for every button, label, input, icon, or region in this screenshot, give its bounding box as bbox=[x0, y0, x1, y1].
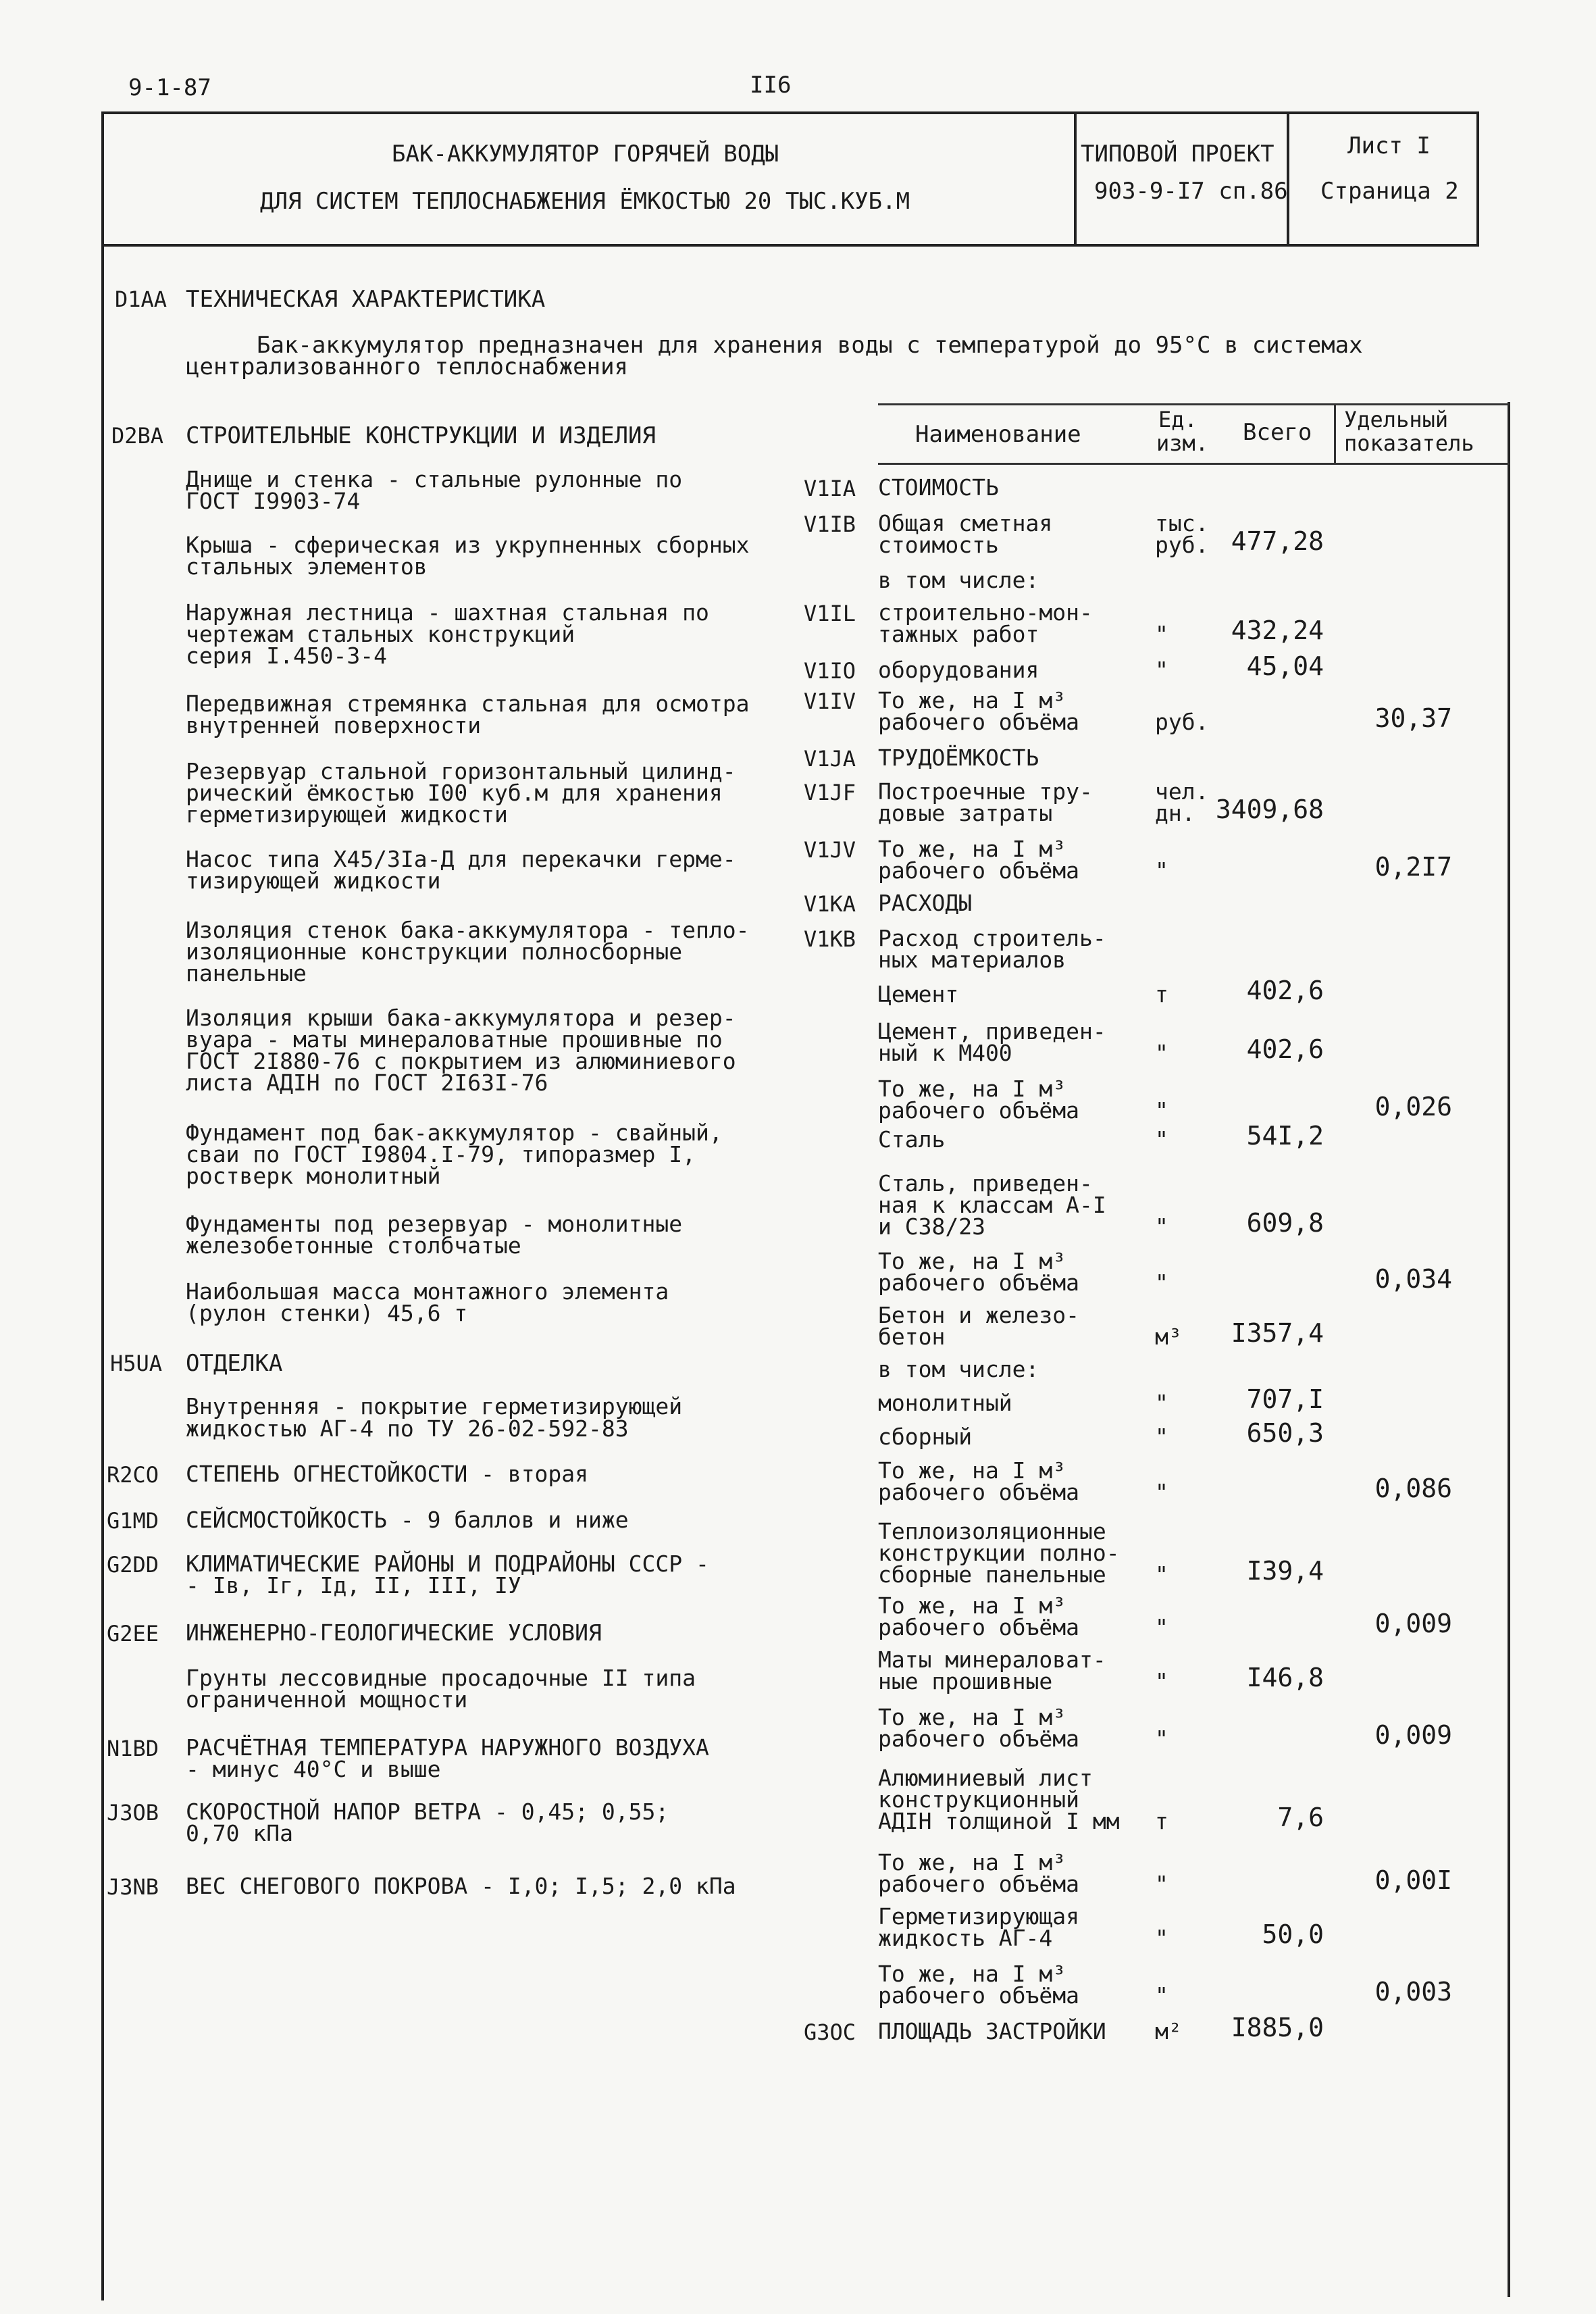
row-total: 50,0 bbox=[1262, 1919, 1324, 1949]
row-name-line: ный к М400 bbox=[878, 1040, 1012, 1066]
row-total: I885,0 bbox=[1231, 2013, 1324, 2042]
row-name-line: сборный bbox=[878, 1424, 973, 1450]
row-name-line: Сталь bbox=[878, 1126, 946, 1153]
title-line2: ДЛЯ СИСТЕМ ТЕПЛОСНАБЖЕНИЯ ЁМКОСТЬЮ 20 ТЫС.КУБ.М bbox=[260, 188, 910, 215]
title-line1: БАК-АККУМУЛЯТОР ГОРЯЧЕЙ ВОДЫ bbox=[392, 141, 779, 168]
row-total: 402,6 bbox=[1246, 976, 1324, 1005]
row-name-line: сборные панельные bbox=[878, 1561, 1106, 1588]
row-name-line: рабочего объёма bbox=[878, 1097, 1080, 1124]
page-label: Страница 2 bbox=[1320, 178, 1459, 205]
section-code: G2DD bbox=[107, 1552, 159, 1578]
row-code: V1IO bbox=[804, 658, 856, 684]
row-unit: т bbox=[1155, 1808, 1168, 1834]
row-code: V1IV bbox=[804, 688, 856, 714]
table-header-rule bbox=[878, 463, 1510, 465]
project-number: 903-9-I7 сп.86 bbox=[1094, 178, 1288, 205]
section-code: R2CO bbox=[107, 1462, 159, 1488]
construct-item-line: герметизирующей жидкости bbox=[186, 801, 508, 828]
construct-item-line: вуара - маты минераловатные прошивные по bbox=[186, 1026, 723, 1053]
row-name-line: ТРУДОЁМКОСТЬ bbox=[878, 745, 1039, 771]
row-unit: " bbox=[1155, 1982, 1168, 2009]
row-name-line: СТОИМОСТЬ bbox=[878, 474, 999, 501]
section-line: СКОРОСТНОЙ НАПОР ВЕТРА - 0,45; 0,55; bbox=[186, 1799, 669, 1825]
row-unit: " bbox=[1155, 1871, 1168, 1897]
row-name-line: ПЛОЩАДЬ ЗАСТРОЙКИ bbox=[878, 2018, 1106, 2044]
row-specific: 0,026 bbox=[1374, 1092, 1452, 1122]
construct-item-line: листа АДIН по ГОСТ 2I63I-76 bbox=[186, 1070, 548, 1096]
row-name-line: рабочего объёма bbox=[878, 857, 1080, 884]
section-code: G1MD bbox=[107, 1508, 159, 1534]
section-code: G2EE bbox=[107, 1621, 159, 1646]
left-rule bbox=[101, 247, 104, 2300]
section-code: H5UA bbox=[110, 1351, 163, 1376]
row-name-line: Общая сметная bbox=[878, 510, 1053, 536]
row-name-line: Сталь, приведен- bbox=[878, 1170, 1093, 1197]
row-code: V1KB bbox=[804, 926, 856, 952]
row-name-line: рабочего объёма bbox=[878, 1614, 1080, 1640]
row-name-line: довые затраты bbox=[878, 800, 1053, 826]
construct-item-line: Наружная лестница - шахтная стальная по bbox=[186, 599, 709, 626]
header-specific: Удельный bbox=[1344, 407, 1449, 432]
section-line: - Iв, Iг, Iд, II, III, IУ bbox=[186, 1572, 521, 1599]
construct-item-line: Фундаменты под резервуар - монолитные bbox=[186, 1211, 683, 1237]
row-name-line: ных материалов bbox=[878, 947, 1066, 973]
row-code: G3OC bbox=[804, 2019, 856, 2045]
row-name-line: Цемент bbox=[878, 981, 959, 1007]
page-number: II6 bbox=[750, 72, 792, 99]
row-name-line: рабочего объёма bbox=[878, 1871, 1080, 1897]
row-name-line: То же, на I м³ bbox=[878, 1704, 1066, 1730]
row-name-line: Герметизирующая bbox=[878, 1903, 1080, 1930]
row-code: V1JV bbox=[804, 837, 856, 863]
row-unit: " bbox=[1155, 657, 1168, 683]
construct-item-line: железобетонные столбчатые bbox=[186, 1232, 521, 1259]
row-unit: руб. bbox=[1155, 532, 1209, 558]
doc-code: 9-1-87 bbox=[128, 74, 211, 101]
row-unit: " bbox=[1155, 1424, 1168, 1450]
construct-item-line: чертежам стальных конструкций bbox=[186, 621, 575, 647]
construct-item-line: Передвижная стремянка стальная для осмотра bbox=[186, 690, 750, 717]
tech-desc-line1: Бак-аккумулятор предназначен для хранения воды с температурой до 95°С в системах bbox=[257, 332, 1363, 359]
row-unit: тыс. bbox=[1155, 510, 1209, 536]
row-name-line: Цемент, приведен- bbox=[878, 1018, 1106, 1045]
row-name-line: То же, на I м³ bbox=[878, 1248, 1066, 1274]
row-total: 609,8 bbox=[1246, 1208, 1324, 1238]
row-code: V1IL bbox=[804, 601, 856, 626]
header-name: Наименование bbox=[915, 421, 1081, 448]
section-code: D1AA bbox=[115, 286, 168, 312]
row-unit: чел. bbox=[1155, 778, 1209, 805]
construct-item-line: рический ёмкостью I00 куб.м для хранения bbox=[186, 780, 723, 806]
construct-item-line: сваи по ГОСТ I9804.I-79, типоразмер I, bbox=[186, 1141, 696, 1167]
row-specific: 0,2I7 bbox=[1374, 852, 1452, 882]
finish-title: ОТДЕЛКА bbox=[186, 1350, 283, 1377]
row-unit: " bbox=[1155, 1097, 1168, 1124]
row-total: I46,8 bbox=[1246, 1663, 1324, 1692]
section-code: J3OB bbox=[107, 1800, 159, 1826]
tech-title: ТЕХНИЧЕСКАЯ ХАРАКТЕРИСТИКА bbox=[186, 286, 546, 313]
construct-item-line: Крыша - сферическая из укрупненных сборных bbox=[186, 532, 750, 558]
row-total: 432,24 bbox=[1231, 615, 1324, 645]
row-unit: дн. bbox=[1155, 800, 1195, 826]
project-label: ТИПОВОЙ ПРОЕКТ bbox=[1081, 141, 1275, 168]
row-code: V1IB bbox=[804, 511, 856, 537]
row-unit: " bbox=[1155, 1040, 1168, 1066]
row-unit: " bbox=[1155, 857, 1168, 884]
row-total: 7,6 bbox=[1277, 1803, 1324, 1832]
header-total: Всего bbox=[1243, 419, 1312, 446]
row-unit: " bbox=[1155, 1126, 1168, 1153]
row-unit: " bbox=[1155, 1668, 1168, 1694]
row-unit: м³ bbox=[1155, 1324, 1182, 1350]
row-total: I39,4 bbox=[1246, 1556, 1324, 1586]
section-code: D2BA bbox=[111, 423, 164, 449]
row-name-line: монолитный bbox=[878, 1390, 1012, 1416]
row-name-line: в том числе: bbox=[878, 1356, 1039, 1382]
row-total: 477,28 bbox=[1231, 526, 1324, 556]
construct-title: СТРОИТЕЛЬНЫЕ КОНСТРУКЦИИ И ИЗДЕЛИЯ bbox=[186, 422, 656, 449]
construct-item-line: Изоляция крыши бака-аккумулятора и резер- bbox=[186, 1005, 736, 1031]
row-total: 45,04 bbox=[1246, 651, 1324, 681]
construct-item-line: Фундамент под бак-аккумулятор - свайный, bbox=[186, 1120, 723, 1146]
row-unit: руб. bbox=[1155, 709, 1209, 735]
section-line: ограниченной мощности bbox=[186, 1686, 468, 1713]
row-unit: " bbox=[1155, 1390, 1168, 1416]
finish-text-line1: Внутренняя - покрытие герметизирующей bbox=[186, 1393, 683, 1419]
row-name-line: стоимость bbox=[878, 532, 999, 558]
row-unit: " bbox=[1155, 1213, 1168, 1240]
row-name-line: ные прошивные bbox=[878, 1668, 1053, 1694]
header-unit: изм. bbox=[1156, 430, 1209, 456]
row-name-line: рабочего объёма bbox=[878, 1982, 1080, 2009]
construct-item-line: ГОСТ 2I880-76 с покрытием из алюминиевого bbox=[186, 1048, 736, 1074]
header-divider bbox=[1074, 111, 1077, 247]
row-name-line: То же, на I м³ bbox=[878, 687, 1066, 713]
construct-item-line: изоляционные конструкции полносборные bbox=[186, 938, 683, 965]
row-name-line: рабочего объёма bbox=[878, 709, 1080, 735]
construct-item-line: ГОСТ I9903-74 bbox=[186, 488, 361, 514]
tech-desc-line2: централизованного теплоснабжения bbox=[186, 353, 629, 380]
right-rule bbox=[1508, 402, 1510, 2297]
section-line: ИНЖЕНЕРНО-ГЕОЛОГИЧЕСКИЕ УСЛОВИЯ bbox=[186, 1619, 602, 1646]
row-name-line: Бетон и железо- bbox=[878, 1302, 1080, 1328]
row-name-line: Теплоизоляционные bbox=[878, 1518, 1106, 1544]
row-total: 54I,2 bbox=[1246, 1121, 1324, 1151]
row-total: I357,4 bbox=[1231, 1318, 1324, 1348]
row-name-line: РАСХОДЫ bbox=[878, 890, 973, 916]
section-line: ВЕС СНЕГОВОГО ПОКРОВА - I,0; I,5; 2,0 кПа bbox=[186, 1873, 736, 1899]
row-name-line: оборудования bbox=[878, 657, 1039, 683]
row-name-line: конструкции полно- bbox=[878, 1540, 1120, 1566]
row-name-line: То же, на I м³ bbox=[878, 836, 1066, 862]
header-unit: Ед. bbox=[1158, 407, 1198, 432]
row-unit: " bbox=[1155, 1614, 1168, 1640]
row-unit: " bbox=[1155, 1561, 1168, 1588]
construct-item-line: панельные bbox=[186, 960, 307, 986]
row-specific: 0,086 bbox=[1374, 1474, 1452, 1503]
row-name-line: рабочего объёма bbox=[878, 1269, 1080, 1296]
section-line: РАСЧЁТНАЯ ТЕМПЕРАТУРА НАРУЖНОГО ВОЗДУХА bbox=[186, 1734, 709, 1761]
row-name-line: тажных работ bbox=[878, 621, 1039, 647]
construct-item-line: Насос типа Х45/3Iа-Д для перекачки герме- bbox=[186, 846, 736, 872]
row-name-line: То же, на I м³ bbox=[878, 1592, 1066, 1619]
row-specific: 0,034 bbox=[1374, 1264, 1452, 1294]
row-unit: " bbox=[1155, 1925, 1168, 1951]
row-name-line: То же, на I м³ bbox=[878, 1961, 1066, 1987]
table-divider bbox=[1334, 403, 1336, 464]
row-name-line: жидкость АГ-4 bbox=[878, 1925, 1053, 1951]
row-total: 3409,68 bbox=[1215, 795, 1324, 824]
row-name-line: АДIН толщиной I мм bbox=[878, 1808, 1120, 1834]
row-name-line: в том числе: bbox=[878, 567, 1039, 593]
construct-item-line: (рулон стенки) 45,6 т bbox=[186, 1300, 468, 1326]
row-unit: м² bbox=[1155, 2018, 1182, 2044]
header-specific: показатель bbox=[1344, 430, 1474, 456]
row-code: V1IA bbox=[804, 476, 856, 501]
section-code: N1BD bbox=[107, 1736, 159, 1761]
row-name-line: Расход строитель- bbox=[878, 925, 1106, 951]
row-name-line: ная к классам А-I bbox=[878, 1192, 1106, 1218]
construct-item-line: ростверк монолитный bbox=[186, 1163, 441, 1189]
construct-item-line: Изоляция стенок бака-аккумулятора - тепло- bbox=[186, 917, 750, 943]
construct-item-line: Наибольшая масса монтажного элемента bbox=[186, 1278, 669, 1305]
row-name-line: Маты минераловат- bbox=[878, 1646, 1106, 1673]
row-unit: " bbox=[1155, 1726, 1168, 1752]
row-name-line: конструкционный bbox=[878, 1786, 1080, 1813]
section-code: J3NB bbox=[107, 1874, 159, 1900]
row-unit: " bbox=[1155, 621, 1168, 647]
section-line: СТЕПЕНЬ ОГНЕСТОЙКОСТИ - вторая bbox=[186, 1461, 589, 1487]
sheet-label: Лист I bbox=[1347, 132, 1431, 159]
row-specific: 30,37 bbox=[1374, 703, 1452, 733]
row-unit: т bbox=[1155, 981, 1168, 1007]
row-name-line: строительно-мон- bbox=[878, 599, 1093, 626]
construct-item-line: тизирующей жидкости bbox=[186, 867, 441, 894]
row-specific: 0,009 bbox=[1374, 1609, 1452, 1638]
row-total: 650,3 bbox=[1246, 1418, 1324, 1448]
section-line: Грунты лессовидные просадочные II типа bbox=[186, 1665, 696, 1691]
row-specific: 0,003 bbox=[1374, 1977, 1452, 2007]
row-total: 707,I bbox=[1246, 1384, 1324, 1414]
construct-item-line: внутренней поверхности bbox=[186, 712, 482, 738]
row-code: V1KA bbox=[804, 891, 856, 917]
construct-item-line: Резервуар стальной горизонтальный цилинд- bbox=[186, 758, 736, 784]
row-name-line: рабочего объёма bbox=[878, 1726, 1080, 1752]
row-specific: 0,00I bbox=[1374, 1865, 1452, 1895]
row-total: 402,6 bbox=[1246, 1034, 1324, 1064]
row-name-line: рабочего объёма bbox=[878, 1479, 1080, 1505]
row-name-line: То же, на I м³ bbox=[878, 1457, 1066, 1484]
section-line: - минус 40°С и выше bbox=[186, 1756, 441, 1782]
section-line: КЛИМАТИЧЕСКИЕ РАЙОНЫ И ПОДРАЙОНЫ СССР - bbox=[186, 1551, 709, 1577]
row-name-line: и С38/23 bbox=[878, 1213, 985, 1240]
construct-item-line: Днище и стенка - стальные рулонные по bbox=[186, 466, 683, 493]
row-unit: " bbox=[1155, 1479, 1168, 1505]
row-name-line: То же, на I м³ bbox=[878, 1076, 1066, 1102]
construct-item-line: серия I.450-3-4 bbox=[186, 643, 388, 669]
row-name-line: Построечные тру- bbox=[878, 778, 1093, 805]
row-name-line: бетон bbox=[878, 1324, 946, 1350]
row-specific: 0,009 bbox=[1374, 1720, 1452, 1750]
section-line: СЕЙСМОСТОЙКОСТЬ - 9 баллов и ниже bbox=[186, 1507, 629, 1533]
row-unit: " bbox=[1155, 1269, 1168, 1296]
construct-item-line: стальных элементов bbox=[186, 553, 428, 580]
row-name-line: То же, на I м³ bbox=[878, 1849, 1066, 1876]
row-code: V1JA bbox=[804, 746, 856, 772]
table-top-rule bbox=[878, 403, 1510, 405]
section-line: 0,70 кПа bbox=[186, 1820, 293, 1846]
row-code: V1JF bbox=[804, 780, 856, 805]
row-name-line: Алюминиевый лист bbox=[878, 1765, 1093, 1791]
finish-text-line2: жидкостью АГ-4 по ТУ 26-02-592-83 bbox=[186, 1415, 629, 1442]
